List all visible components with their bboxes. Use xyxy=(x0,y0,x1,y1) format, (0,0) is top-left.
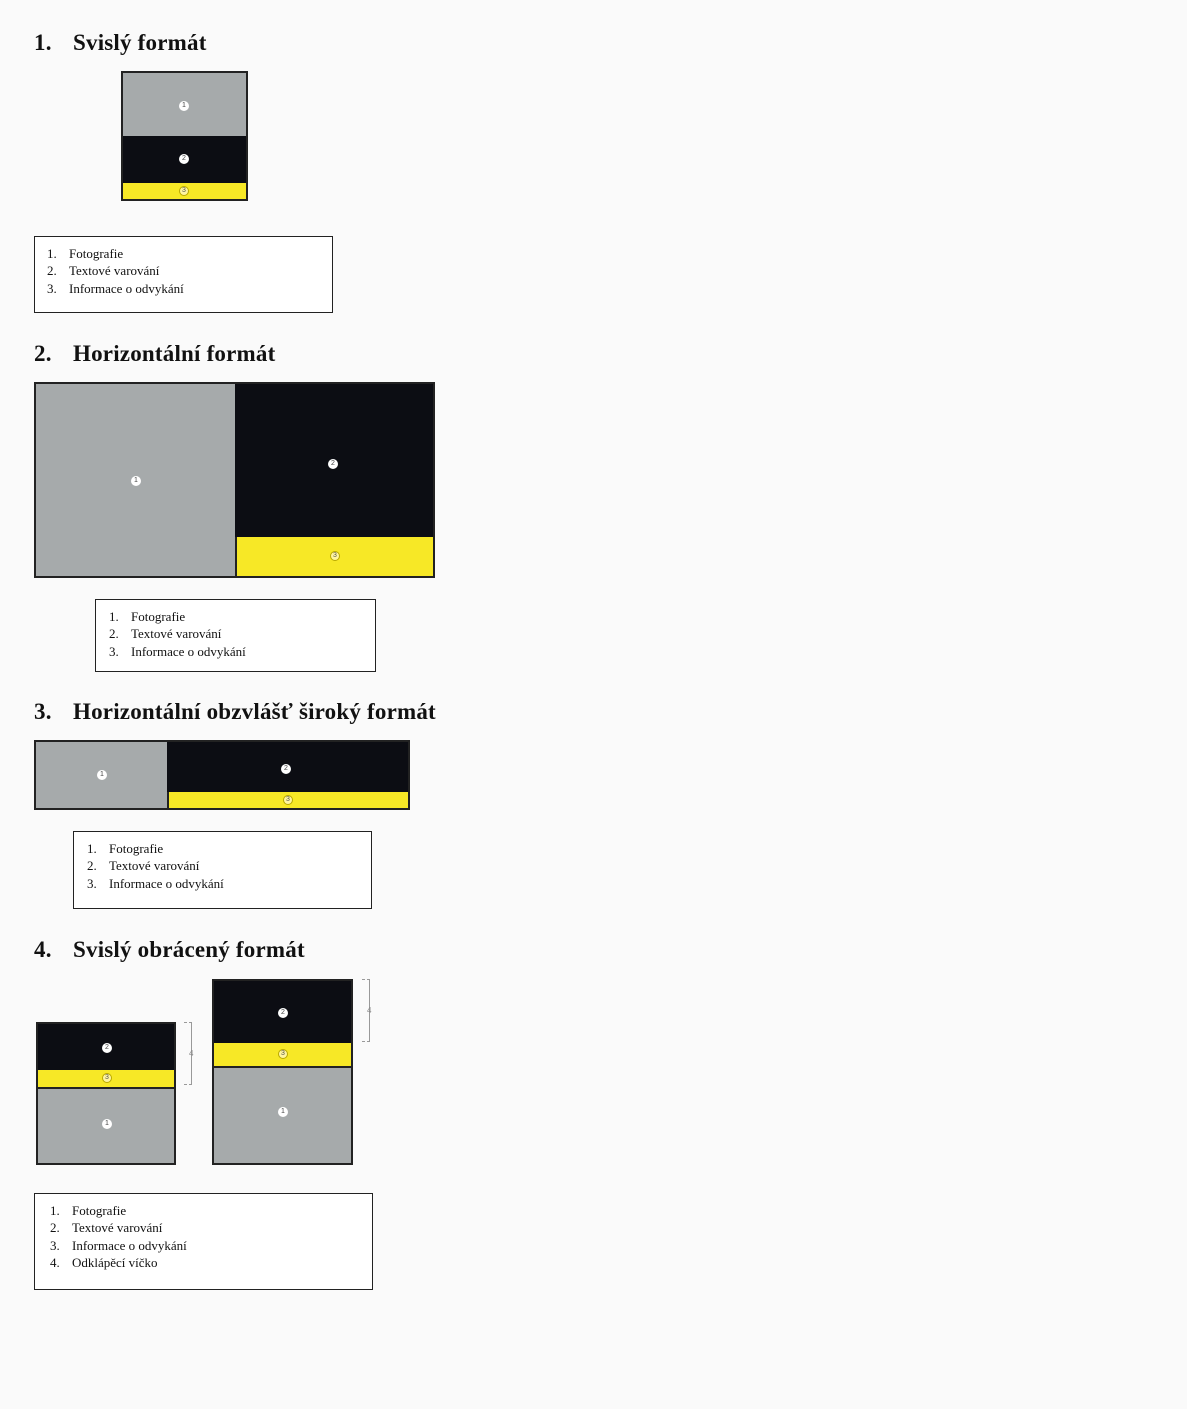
lid-label: 4 xyxy=(367,1006,372,1015)
marker-photo: 1 xyxy=(102,1119,112,1129)
marker-info: 3 xyxy=(102,1073,112,1083)
warning-area xyxy=(36,1022,176,1071)
legend-item: 1. Fotografie xyxy=(87,841,164,856)
section-2-heading: 2. Horizontální formát xyxy=(34,341,276,366)
legend-section-1 xyxy=(34,236,333,313)
legend-section-3 xyxy=(73,831,372,909)
marker-photo: 1 xyxy=(278,1107,288,1117)
warning-area xyxy=(212,979,353,1044)
warning-area xyxy=(121,136,248,184)
legend-item: 1. Fotografie xyxy=(47,246,124,261)
marker-warning: 2 xyxy=(328,459,338,469)
warning-area xyxy=(235,382,435,538)
legend-item: 3. Informace o odvykání xyxy=(47,280,184,296)
marker-warning: 2 xyxy=(102,1043,112,1053)
photo-area xyxy=(34,382,236,578)
photo-area xyxy=(36,1087,176,1165)
legend-item: 3. Informace o odvykání xyxy=(109,643,246,659)
legend-item: 4. Odklápěcí víčko xyxy=(50,1254,158,1270)
legend-item: 2. Textové varování xyxy=(87,858,200,874)
section-3-heading: 3. Horizontální obzvlášť široký formát xyxy=(34,699,436,724)
info-area xyxy=(212,1043,353,1067)
photo-area xyxy=(212,1066,353,1165)
legend-item: 3. Informace o odvykání xyxy=(50,1237,187,1253)
marker-info: 3 xyxy=(179,186,189,196)
legend-section-2 xyxy=(95,599,376,672)
info-area xyxy=(167,792,410,810)
lid-label: 4 xyxy=(189,1049,194,1058)
legend-item: 1. Fotografie xyxy=(50,1203,127,1218)
photo-area xyxy=(121,71,248,137)
marker-info: 3 xyxy=(283,795,293,805)
warning-area xyxy=(167,740,410,793)
section-1-heading: 1. Svislý formát xyxy=(34,30,207,55)
section-4-heading: 4. Svislý obrácený formát xyxy=(34,937,305,962)
marker-warning: 2 xyxy=(179,154,189,164)
info-area xyxy=(235,537,435,578)
legend-item: 2. Textové varování xyxy=(50,1220,163,1236)
legend-item: 3. Informace o odvykání xyxy=(87,875,224,891)
legend-item: 2. Textové varování xyxy=(47,263,160,279)
info-area xyxy=(121,183,248,201)
legend-item: 2. Textové varování xyxy=(109,626,222,642)
legend-section-4 xyxy=(34,1193,373,1290)
info-area xyxy=(36,1070,176,1088)
legend-item: 1. Fotografie xyxy=(109,609,186,624)
marker-warning: 2 xyxy=(278,1008,288,1018)
marker-photo: 1 xyxy=(179,101,189,111)
photo-area xyxy=(34,740,168,810)
marker-info: 3 xyxy=(330,551,340,561)
marker-photo: 1 xyxy=(131,476,141,486)
marker-warning: 2 xyxy=(281,764,291,774)
marker-photo: 1 xyxy=(97,770,107,780)
marker-info: 3 xyxy=(278,1049,288,1059)
